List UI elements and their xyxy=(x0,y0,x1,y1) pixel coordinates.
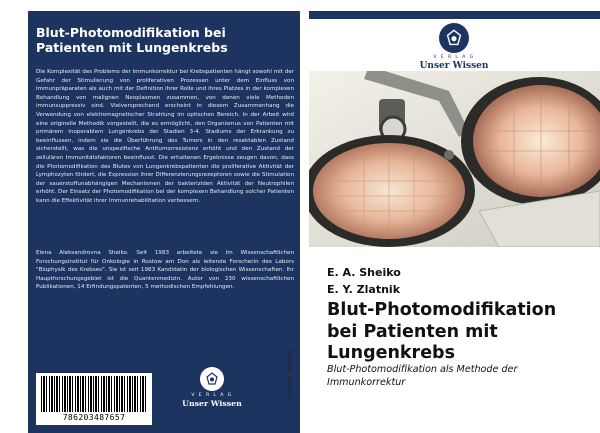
publisher-emblem-icon xyxy=(439,23,469,53)
publisher-verlag-label: V E R L A G xyxy=(433,55,475,60)
book-spine xyxy=(300,11,309,433)
authors xyxy=(327,264,401,298)
barcode xyxy=(36,373,152,425)
publisher-logo-front xyxy=(419,23,489,71)
barcode-number: 786203487657 xyxy=(62,413,126,422)
barcode-bars xyxy=(41,376,147,412)
back-cover-description: Die Komplexität des Problems der Immunkorrektur bei Krebspatienten hängt sowohl mit der Gefahr der Stimulierung von proliferativen Prozessen unter dem Einfluss von Immunpräparaten als auch mit der Definition ihrer Rolle und ihres Platzes in der komplexen Behandlung von malignen Neoplasmen zusammen, von denen viele Methoden immunsuppressiv sind. Vielversprechend erscheint in diesem Zusammenhang die Verwendung von elektromagnetischer Strahlung im optischen Bereich. In der Arbeit wird eine originelle Methodik vorgestellt, die es ermöglicht, den Organismus von Patienten mit primärem inoperablem Lungenkrebs der Stadien 3-4. Stadiums der Erkrankung zu beeinflussen, indem sie die Überführung des Tumors in den resektablen Zustand sicherstellt, was die unspezifische Antitumorresistenz erhöht und den Zustand der zellulären Immunitätsfaktoren beeinflusst. Die erhaltenen Ergebnisse zeugen davon, dass die Photomodifikation des Blutes von Lungenkrebspatienten die proliferative Aktivität der Lymphozyten fördert, die Expression ihrer Differenzierungsrezeptoren sowie die Stimulation der sauerstoffunabhängigen Mechanismen der bakteriziden Aktivität der Neutrophilen erhöht. Der Einsatz der Photomodifikation bei der komplexen Behandlung solcher Patienten kann die Effektivität ihrer Immunrehabilitation verbessern. xyxy=(36,69,294,204)
author-1: E. A. Sheiko xyxy=(327,266,401,279)
publisher-logo-back xyxy=(180,367,244,408)
publisher-name: Unser Wissen xyxy=(419,61,489,71)
back-cover-title: Blut-Photomodifikation bei Patienten mit Lungenkrebs xyxy=(36,25,228,55)
author-2: E. Y. Zlatnik xyxy=(327,283,401,296)
back-cover xyxy=(28,11,300,433)
front-cover xyxy=(309,11,600,433)
book-subtitle: Blut-Photomodifikation als Methode der Immunkorrektur xyxy=(327,364,518,388)
publisher-name: Unser Wissen xyxy=(182,399,242,408)
cover-photo-surgical-lamps xyxy=(309,71,600,247)
front-cover-band xyxy=(309,11,600,19)
publisher-emblem-icon xyxy=(200,367,224,391)
book-title: Blut-Photomodifikation bei Patienten mit Lungenkrebs xyxy=(327,300,557,363)
author-bio: Elena Aleksandrovna Sheiko. Seit 1983 arbeitete sie im Wissenschaftlichen Forschungsinstitut für Onkologie in Rostow am Don als leitende Forscherin des Labors "Biophysik des Krebses". Sie ist seit 1983 Kandidatin der biologischen Wissenschaften. Ihr Hauptforschungsgebiet ist die Quantenmedizin. Autor von 230 wissenschaftlichen Publikationen, 14 Erfindungspatenten, 5 methodischen Empfehlungen. xyxy=(36,250,294,291)
publisher-verlag-label: V E R L A G xyxy=(191,393,233,398)
spine-authors: Sheiko, Zlatnik xyxy=(286,350,294,399)
